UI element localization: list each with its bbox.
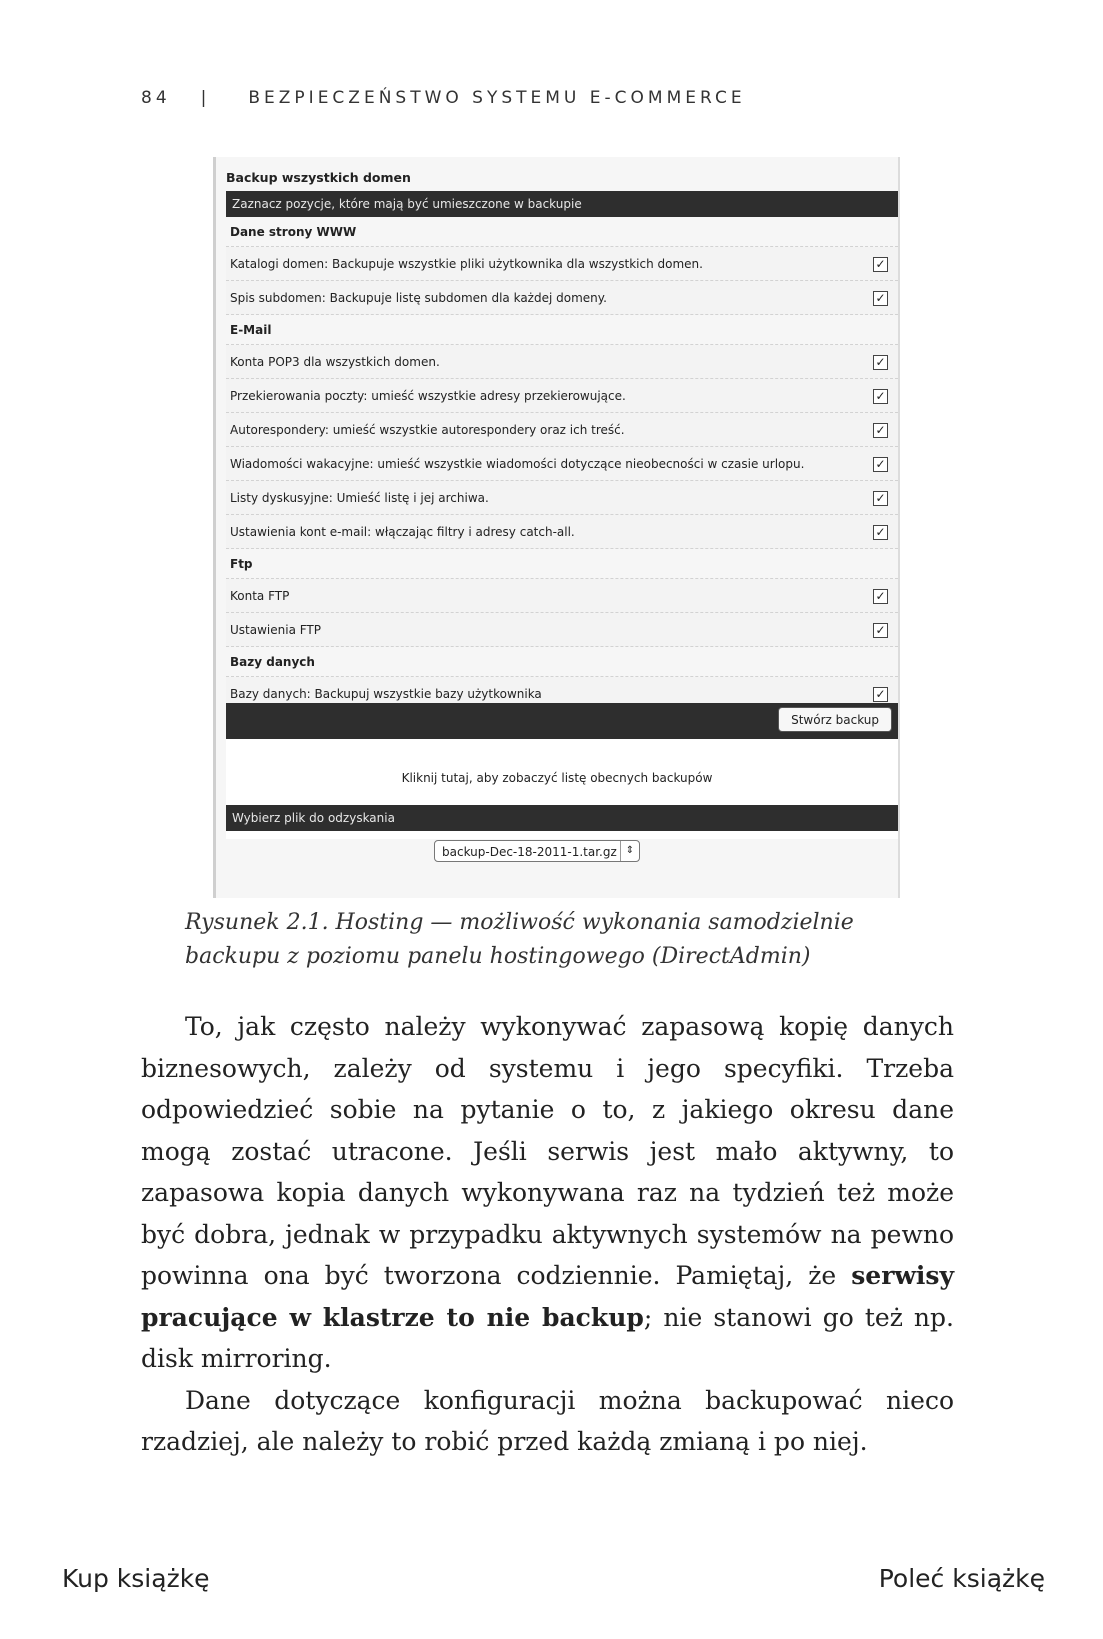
option-label: Listy dyskusyjne: Umieść listę i jej archiwa. xyxy=(230,490,489,505)
backup-option-row[interactable] xyxy=(226,447,898,481)
paragraph-1 xyxy=(141,1006,954,1380)
backup-option-row[interactable] xyxy=(226,345,898,379)
checkbox-checked-icon[interactable]: ✓ xyxy=(873,623,888,638)
paragraph-1-end: ; nie stanowi go też np. disk mirroring. xyxy=(141,1302,954,1373)
running-header xyxy=(141,88,746,108)
create-backup-button[interactable]: Stwórz backup xyxy=(778,707,892,732)
backup-options-list xyxy=(226,217,898,711)
caption-line-2: backupu z poziomu panelu hostingowego (DirectAdmin) xyxy=(185,944,811,969)
figure-caption xyxy=(185,906,905,974)
directadmin-backup-screenshot xyxy=(213,157,900,898)
backup-option-row[interactable] xyxy=(226,281,898,315)
option-label: Wiadomości wakacyjne: umieść wszystkie wiadomości dotyczące nieobecności w czasie urlopu. xyxy=(230,456,805,471)
backup-option-row[interactable] xyxy=(226,481,898,515)
section-label: E-Mail xyxy=(230,322,272,337)
body-text xyxy=(141,1006,954,1463)
checkbox-checked-icon[interactable]: ✓ xyxy=(873,291,888,306)
restore-file-select[interactable] xyxy=(434,840,640,862)
backup-option-row[interactable] xyxy=(226,579,898,613)
checkbox-checked-icon[interactable]: ✓ xyxy=(873,491,888,506)
header-separator: | xyxy=(200,88,211,108)
select-arrows-icon: ⇕ xyxy=(620,841,639,861)
restore-file-value: backup-Dec-18-2011-1.tar.gz xyxy=(442,845,617,859)
page-number: 84 xyxy=(141,88,171,108)
running-title: BEZPIECZEŃSTWO SYSTEMU E-COMMERCE xyxy=(248,88,746,108)
checkbox-checked-icon[interactable]: ✓ xyxy=(873,687,888,702)
paragraph-1-bold: serwisy pracujące w klastrze to nie backup xyxy=(141,1261,954,1332)
checkbox-checked-icon[interactable]: ✓ xyxy=(873,389,888,404)
section-header xyxy=(226,217,898,247)
select-items-bar: Zaznacz pozycje, które mają być umieszczone w backupie xyxy=(226,191,898,217)
option-label: Autorespondery: umieść wszystkie autorespondery oraz ich treść. xyxy=(230,422,625,437)
paragraph-1-start: To, jak często należy wykonywać zapasową kopię danych biznesowych, zależy od systemu i jego specyfiki. Trzeba odpowiedzieć sobie na pytanie o to, z jakiego okresu dane mogą zostać utracone. Jeśli serwis jest mało aktywny, to zapasowa kopia danych wykonywana raz na tydzień też może być dobra, jednak w przypadku aktywnych systemów na pewno powinna ona być tworzona codziennie. Pamiętaj, że xyxy=(141,1012,954,1290)
option-label: Konta POP3 dla wszystkich domen. xyxy=(230,354,440,369)
section-label: Dane strony WWW xyxy=(230,224,357,239)
option-label: Bazy danych: Backupuj wszystkie bazy użytkownika xyxy=(230,686,542,701)
option-label: Przekierowania poczty: umieść wszystkie adresy przekierowujące. xyxy=(230,388,626,403)
option-label: Ustawienia kont e-mail: włączając filtry i adresy catch-all. xyxy=(230,524,575,539)
caption-line-1: Rysunek 2.1. Hosting — możliwość wykonania samodzielnie xyxy=(185,910,854,935)
restore-file-bar: Wybierz plik do odzyskania xyxy=(226,805,898,831)
section-header xyxy=(226,647,898,677)
option-label: Katalogi domen: Backupuje wszystkie pliki użytkownika dla wszystkich domen. xyxy=(230,256,703,271)
backup-option-row[interactable] xyxy=(226,247,898,281)
current-backups-link[interactable]: Kliknij tutaj, aby zobaczyć listę obecnych backupów xyxy=(401,771,713,785)
section-header xyxy=(226,315,898,345)
backup-option-row[interactable] xyxy=(226,413,898,447)
backup-option-row[interactable] xyxy=(226,515,898,549)
recommend-book-link[interactable]: Poleć książkę xyxy=(878,1564,1045,1593)
checkbox-checked-icon[interactable]: ✓ xyxy=(873,257,888,272)
section-header xyxy=(226,549,898,579)
section-label: Ftp xyxy=(230,556,253,571)
checkbox-checked-icon[interactable]: ✓ xyxy=(873,355,888,370)
backup-option-row[interactable] xyxy=(226,613,898,647)
backup-option-row[interactable] xyxy=(226,379,898,413)
paragraph-2: Dane dotyczące konfiguracji można backupować nieco rzadziej, ale należy to robić przed każdą zmianą i po niej. xyxy=(141,1385,954,1456)
backup-panel-title: Backup wszystkich domen xyxy=(226,170,411,185)
option-label: Konta FTP xyxy=(230,588,290,603)
checkbox-checked-icon[interactable]: ✓ xyxy=(873,525,888,540)
buy-book-link[interactable]: Kup książkę xyxy=(62,1564,210,1593)
option-label: Spis subdomen: Backupuje listę subdomen dla każdej domeny. xyxy=(230,290,607,305)
option-label: Ustawienia FTP xyxy=(230,622,321,637)
checkbox-checked-icon[interactable]: ✓ xyxy=(873,423,888,438)
create-backup-bar xyxy=(226,703,898,739)
checkbox-checked-icon[interactable]: ✓ xyxy=(873,457,888,472)
checkbox-checked-icon[interactable]: ✓ xyxy=(873,589,888,604)
section-label: Bazy danych xyxy=(230,654,315,669)
